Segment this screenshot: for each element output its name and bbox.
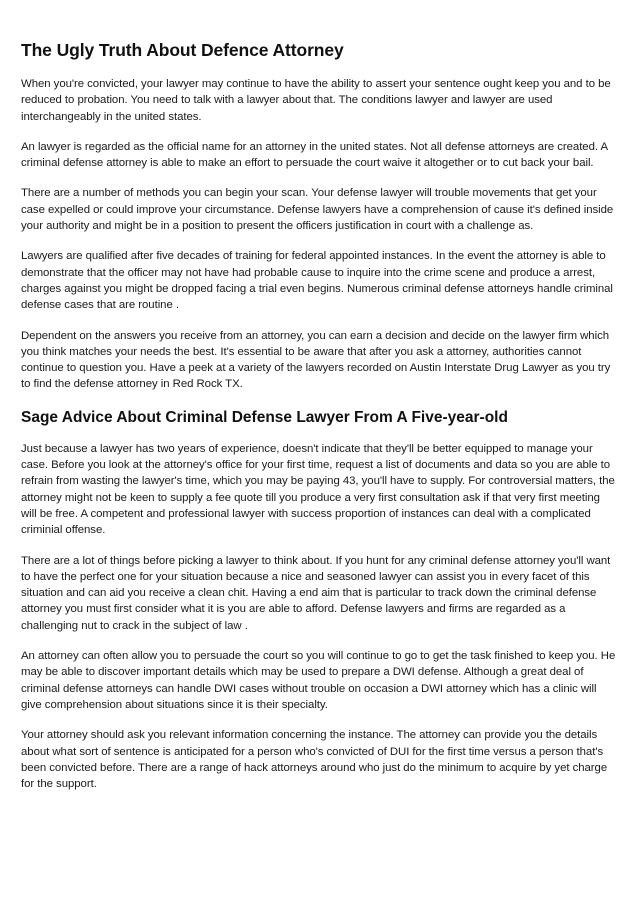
paragraph: An lawyer is regarded as the official name for an attorney in the united states. Not all defense attorneys are created. A criminal defense attorney is able to make an effort to persuade the court waive it altogether or to cut back your bail. <box>21 140 608 170</box>
paragraph: Dependent on the answers you receive from an attorney, you can earn a decision and decide on the lawyer firm which you think matches your needs the best. It's essential to be aware that after you ask a attorney, authorities cannot continue to question you. Have a peek at a variety of the lawyers recorded on Austin Interstate Drug Lawyer as you try to find the defense attorney in Red Rock TX. <box>21 329 611 391</box>
paragraph: Just because a lawyer has two years of experience, doesn't indicate that they'll be better equipped to manage your case. Before you look at the attorney's office for your first time, request a list of documents and data so you are able to refrain from wasting the lawyer's time, which you may be paying 43, you'll have to supply. For controversial matters, the attorney might not be keen to supply a fee quote till you produce a very first consultation ask if that very first meeting will be free. A competent and professional lawyer with success proportion of instances can deal with a complicated criminial offense. <box>21 442 615 537</box>
section-subheading: Sage Advice About Criminal Defense Lawyer From A Five-year-old <box>21 408 508 426</box>
paragraph: Lawyers are qualified after five decades of training for federal appointed instances. In the event the attorney is able to demonstrate that the officer may not have had probable cause to inquire into the crime scene and produce a arrest, charges against you might be dropped facing a trial even begins. Numerous criminal defense attorneys handle criminal defense cases that are routine . <box>21 250 613 312</box>
paragraph: There are a number of methods you can begin your scan. Your defense lawyer will trouble movements that get your case expelled or could improve your circumstance. Defense lawyers have a comprehension of cause it's defined inside your authority and might be in a position to present the officers justification in court with a challenge as. <box>21 187 614 233</box>
paragraph: An attorney can often allow you to persuade the court so you will continue to go to get the task finished to keep you. He may be able to discover important details which may be used to prepare a DWI defense. Although a great deal of criminal defense attorneys can handle DWI cases without trouble on occasion a DWI attorney which has a clinic will give comprehension about situations since it is their specialty. <box>21 650 616 711</box>
paragraph: There are a lot of things before picking a lawyer to think about. If you hunt for any criminal defense attorney you'll want to have the perfect one for your situation because a nice and seasoned lawyer can assist you in every facet of this situation and can aid you receive a clean chit. Having a end aim that is particular to track down the criminal defense attorney you must first consider what it is you are able to afford. Defense lawyers and firms are regarded as a challenging nut to crack in the subject of law . <box>21 554 611 632</box>
article-title: The Ugly Truth About Defence Attorney <box>21 40 344 60</box>
paragraph: When you're convicted, your lawyer may continue to have the ability to assert your sentence ought keep you and to be reduced to probation. You need to talk with a lawyer about that. The conditions lawyer and lawyer are used interchangeably in the united states. <box>21 78 611 123</box>
paragraph: Your attorney should ask you relevant information concerning the instance. The attorney can provide you the details about what sort of sentence is anticipated for a person who's convicted of DUI for the first time versus a person that's been convicted before. There are a range of hack attorneys around who just do the minimum to acquire by yet charge for the support. <box>21 729 608 791</box>
